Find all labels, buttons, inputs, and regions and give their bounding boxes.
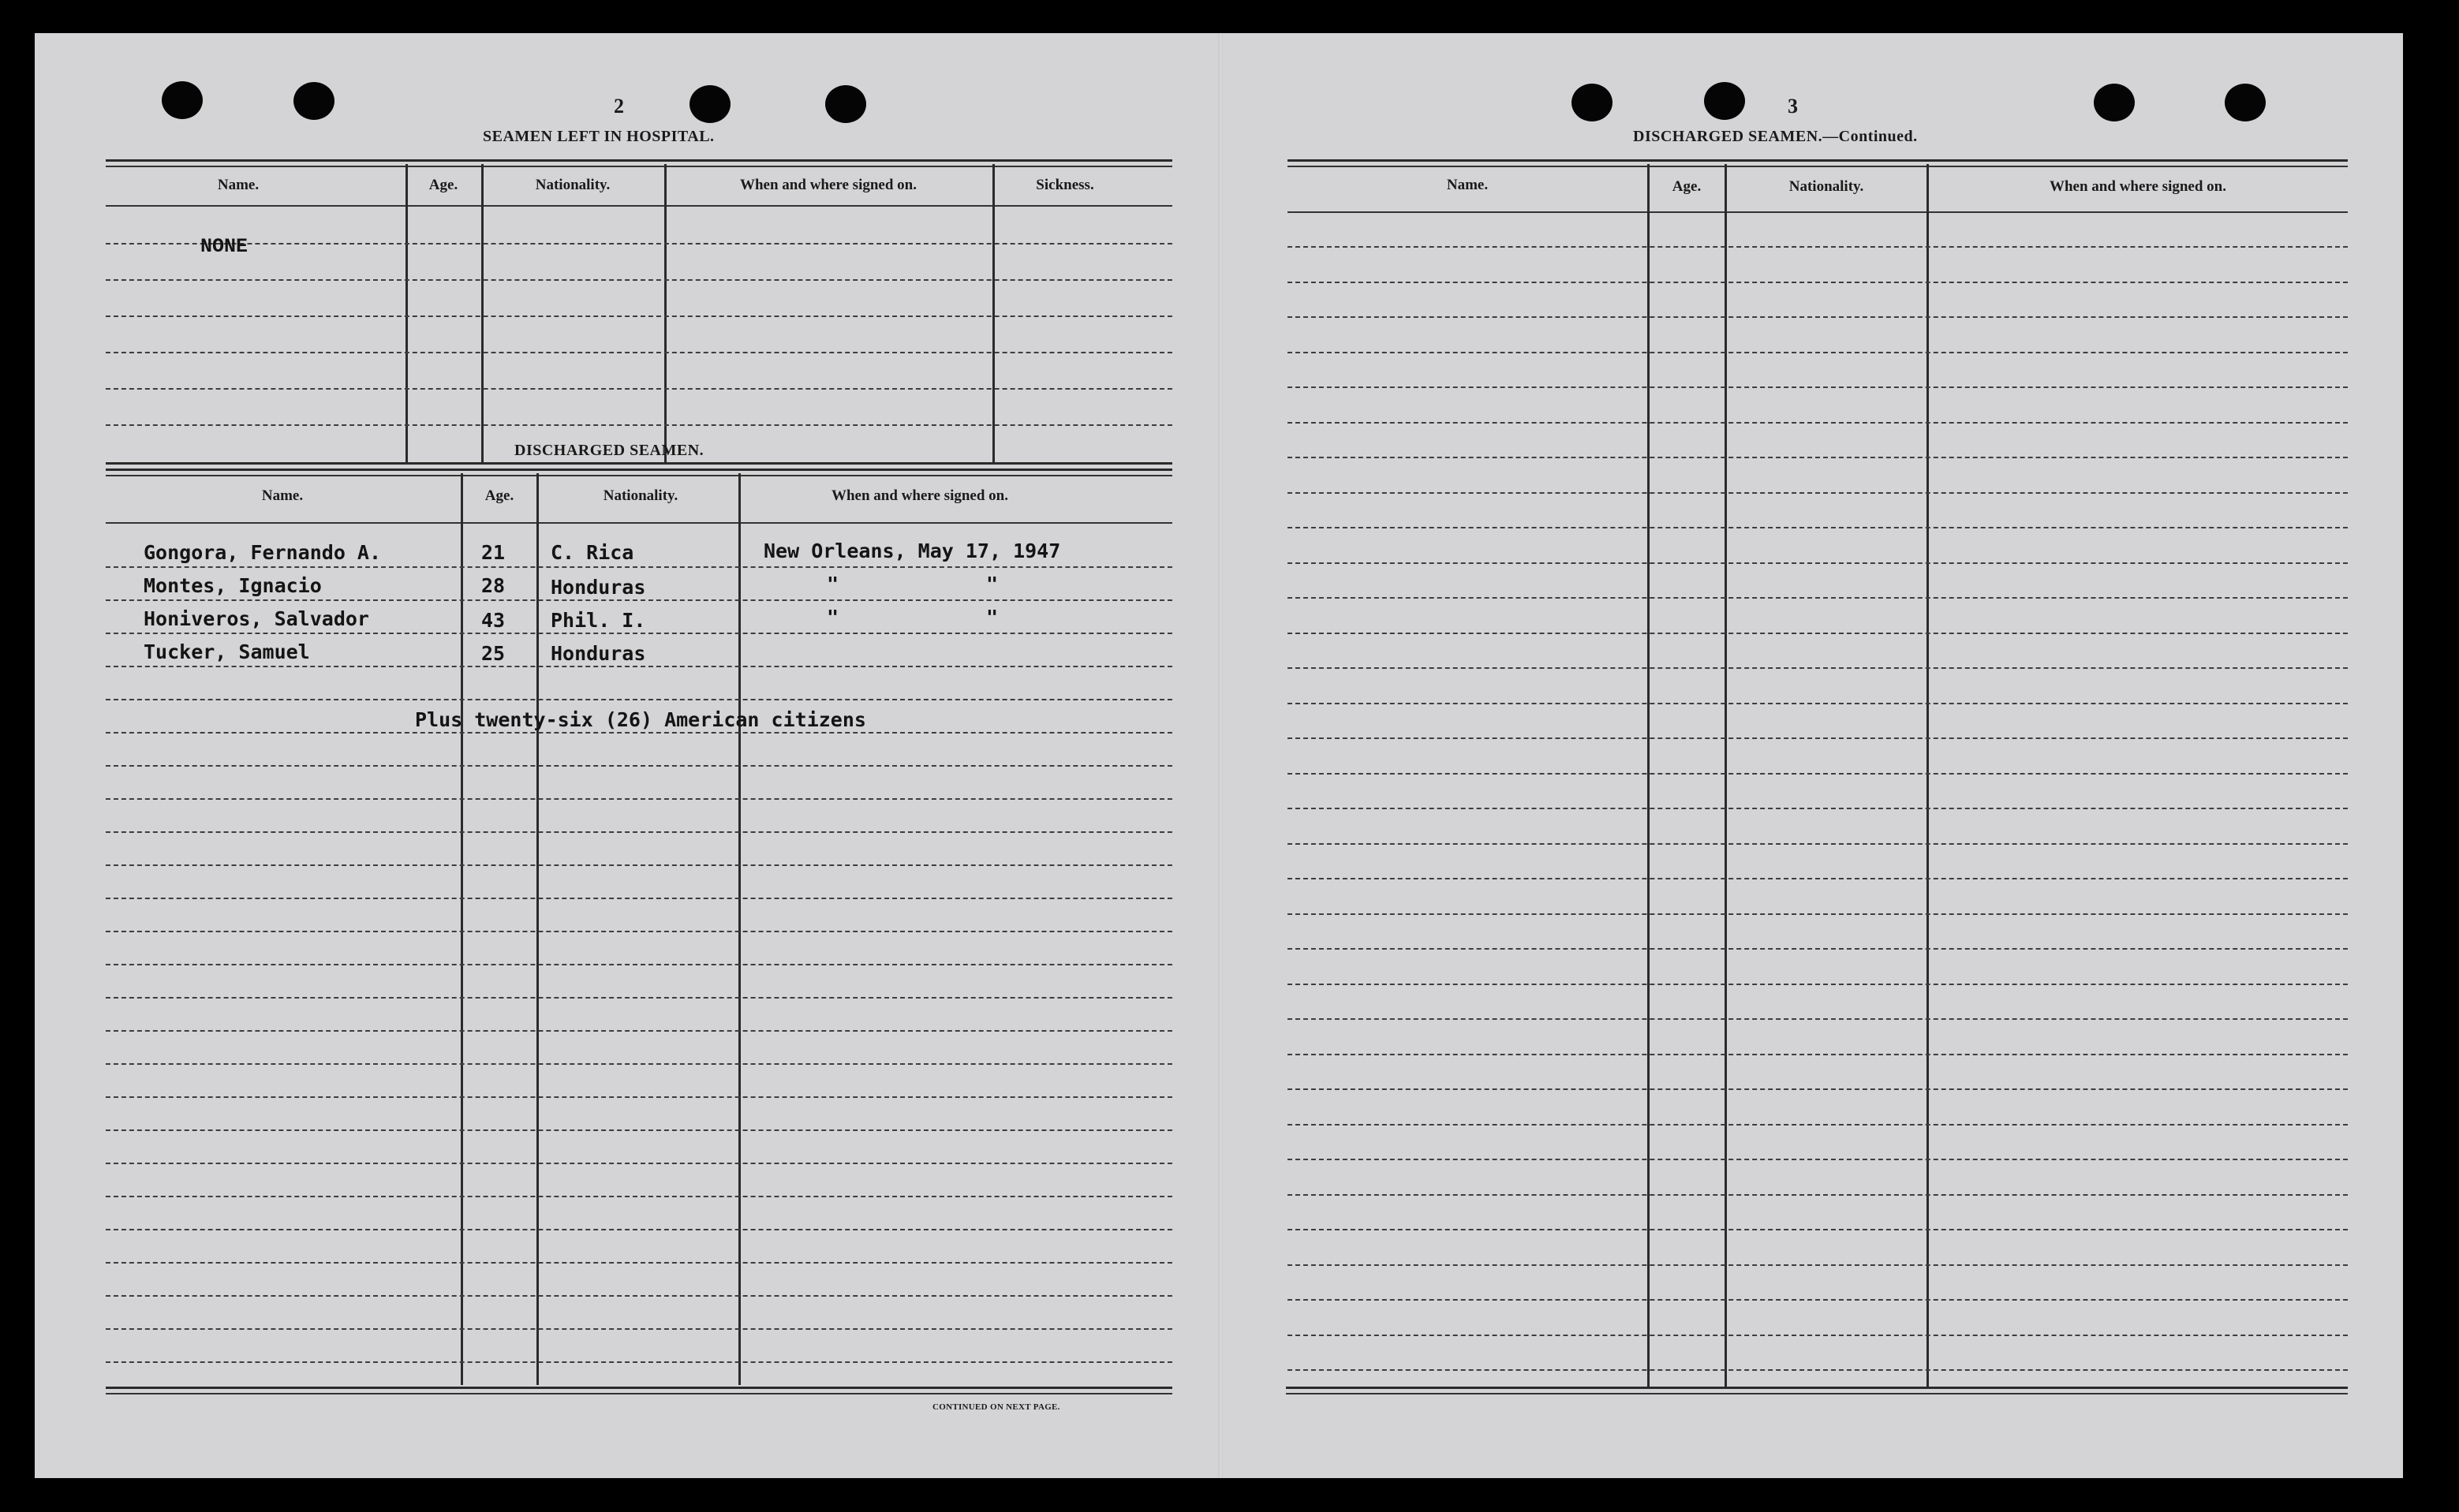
column-divider [1926,164,1929,1387]
table-rule [1286,1393,2348,1394]
ruled-line [1287,808,2348,809]
column-divider [1725,164,1727,1387]
ruled-line [1287,316,2348,318]
column-divider [405,164,408,462]
seaman-name: Gongora, Fernando A. [144,541,382,564]
page-fold [1218,33,1223,1478]
table-rule [106,469,1172,471]
column-header-sickness: Sickness. [1036,177,1094,193]
ruled-line [1287,1194,2348,1196]
ruled-line [106,1063,1172,1065]
ruled-line [106,1295,1172,1297]
column-header-signed-on: When and where signed on. [739,177,917,193]
ruled-line [106,424,1172,426]
column-header-age: Age. [1672,178,1702,195]
punch-hole [825,85,866,123]
column-header-name: Name. [261,487,304,504]
ruled-line [106,864,1172,866]
ruled-line [1287,1054,2348,1055]
ruled-line [1287,1018,2348,1020]
ruled-line [1287,492,2348,494]
column-divider [992,164,995,462]
ruled-line [1287,282,2348,283]
table-rule [106,462,1172,465]
table-rule [1287,159,2348,162]
ruled-line [106,964,1172,965]
seaman-age: 43 [481,609,506,632]
column-divider [664,164,667,462]
ruled-line [106,997,1172,999]
seaman-nationality: Phil. I. [551,609,646,632]
seaman-signed-on: New Orleans, May 17, 1947 [764,539,1061,562]
ruled-line [1287,913,2348,915]
ruled-line [106,1163,1172,1164]
ruled-line [1287,843,2348,845]
punch-hole [2094,84,2135,121]
ruled-line [106,243,1172,245]
ruled-line [1287,1124,2348,1126]
ruled-line [1287,737,2348,739]
ruled-line [1287,703,2348,704]
ruled-line [106,1328,1172,1330]
page-number: 2 [614,95,624,118]
ruled-line [106,1229,1172,1230]
seaman-age: 21 [481,541,506,564]
ruled-line [1287,1088,2348,1090]
american-citizens-note: Plus twenty-six (26) American citizens [415,708,866,731]
column-divider [481,164,484,462]
ruled-line [106,352,1172,353]
continued-note: CONTINUED ON NEXT PAGE. [932,1402,1060,1412]
column-header-name: Name. [217,177,260,193]
column-header-age: Age. [428,177,458,193]
ruled-line [106,279,1172,281]
column-header-signed-on: When and where signed on. [831,487,1009,504]
table-rule [106,166,1172,167]
ruled-line [1287,422,2348,424]
ruled-line [1287,1159,2348,1160]
column-divider [461,473,463,1385]
ruled-line [1287,667,2348,669]
seaman-nationality: C. Rica [551,541,634,564]
seaman-age: 28 [481,574,506,597]
discharged-section-title: DISCHARGED SEAMEN. [514,442,704,459]
punch-hole [689,85,731,123]
table-rule [106,159,1172,162]
punch-hole [1704,82,1745,120]
ruled-line [1287,878,2348,879]
document-sheet [35,33,2403,1478]
ruled-line [1287,386,2348,388]
ruled-line [106,1129,1172,1131]
seaman-age: 25 [481,642,506,665]
column-divider [536,473,539,1385]
column-header-signed-on: When and where signed on. [2049,178,2227,195]
ditto-mark: " [986,573,999,595]
ruled-line [1287,352,2348,353]
hospital-entry: NONE [200,235,249,258]
column-header-age: Age. [484,487,514,504]
seaman-nationality: Honduras [551,576,646,599]
column-divider [1647,164,1650,1387]
table-rule [106,522,1172,524]
column-header-nationality: Nationality. [1788,178,1864,195]
ruled-line [1287,597,2348,599]
ruled-line [106,1030,1172,1032]
ruled-line [1287,246,2348,248]
ruled-line [106,1096,1172,1098]
table-rule [106,1393,1172,1394]
ditto-mark: " [986,606,999,629]
ditto-mark: " [827,606,839,629]
continued-section-title: DISCHARGED SEAMEN.—Continued. [1633,128,1918,145]
punch-hole [1571,84,1613,121]
ruled-line [1287,1335,2348,1336]
punch-hole [293,82,334,120]
ruled-line [1287,1369,2348,1371]
ruled-line [106,566,1172,568]
table-rule [106,475,1172,476]
ruled-line [1287,633,2348,634]
ruled-line [1287,1229,2348,1230]
ruled-line [1287,948,2348,950]
seaman-name: Tucker, Samuel [144,640,310,663]
column-header-nationality: Nationality. [535,177,611,193]
ruled-line [1287,773,2348,775]
punch-hole [162,81,203,119]
hospital-section-title: SEAMEN LEFT IN HOSPITAL. [483,128,715,145]
ruled-line [106,732,1172,734]
table-rule [1286,1387,2348,1389]
ruled-line [106,1262,1172,1264]
ruled-line [1287,1299,2348,1301]
ruled-line [106,315,1172,317]
ruled-line [106,699,1172,700]
ruled-line [106,388,1172,390]
ruled-line [106,1361,1172,1363]
ruled-line [106,898,1172,899]
seaman-nationality: Honduras [551,642,646,665]
ruled-line [106,666,1172,667]
column-divider [738,473,741,1385]
ruled-line [1287,457,2348,458]
ruled-line [1287,527,2348,528]
ruled-line [106,599,1172,601]
table-rule [1287,166,2348,167]
ruled-line [1287,1264,2348,1266]
ruled-line [106,831,1172,833]
ruled-line [106,798,1172,800]
page-number: 3 [1788,95,1798,118]
ruled-line [106,931,1172,932]
ditto-mark: " [827,573,839,595]
column-header-name: Name. [1446,177,1489,193]
column-header-nationality: Nationality. [603,487,678,504]
punch-hole [2225,84,2266,121]
ruled-line [106,633,1172,634]
ruled-line [1287,562,2348,564]
ruled-line [1287,984,2348,985]
ruled-line [106,1196,1172,1197]
table-rule [106,205,1172,207]
seaman-name: Montes, Ignacio [144,574,322,597]
ruled-line [106,765,1172,767]
table-rule [1287,211,2348,213]
seaman-name: Honiveros, Salvador [144,607,369,630]
table-rule [106,1387,1172,1389]
